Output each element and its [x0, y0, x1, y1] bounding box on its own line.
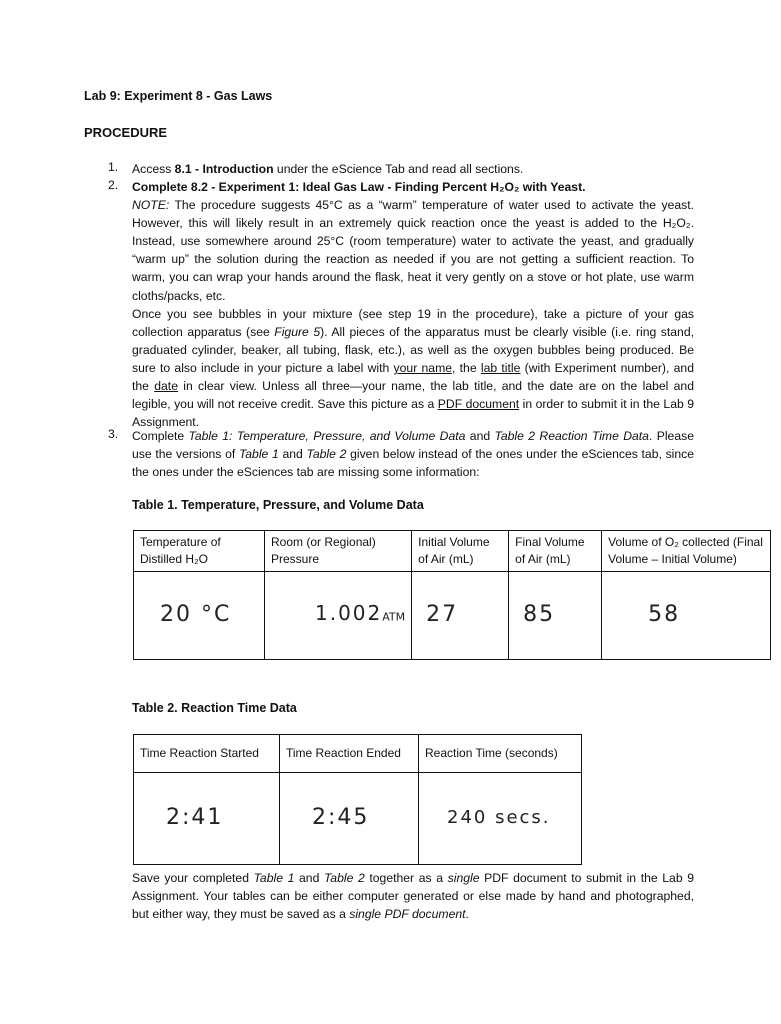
t1-value-initial-volume: 27 [426, 601, 459, 627]
s3-a: Complete [132, 429, 189, 443]
closing-a: Save your completed [132, 871, 254, 885]
s3-d: and [278, 447, 307, 462]
t2-cell-ended [280, 773, 419, 865]
t1-header-temperature: Temperature of Distilled H₂O [134, 531, 265, 572]
t1-cell-pressure [265, 572, 412, 660]
closing-table1: Table 1 [253, 871, 295, 885]
step-2-note [132, 196, 694, 305]
closing-d: PDF document to submit in the Lab 9 Assignment. Your tables can be either computer generated or else made by hand and photographed, but either way, they must be saved as a [132, 871, 695, 922]
table-1-data-row [134, 572, 771, 660]
table-2-header-row [134, 735, 582, 773]
table-2 [133, 734, 582, 865]
note-text: The procedure suggests 45°C as a “warm” temperature of water used to activate the yeast. However, this will likely result in an extremely quick reaction once the yeast is added to the H₂O₂. Instead, use somewhere around 25°C (room temperature) water to activate the yeast, and gradually “warm up” the solution during the reaction as needed if you are not getting a sufficient reaction. To warm, you can wrap your hands around the flask, heat it very gently on a stove or hot plate, use warm cloths/packs, etc. [132, 198, 694, 303]
photo-f: in order to submit it in the Lab 9 Assignment. [132, 397, 694, 430]
t2-value-ended: 2:45 [312, 804, 370, 830]
photo-a: Once you see bubbles in your mixture (see step 19 in the procedure), take a picture of your gas collection apparatus (see [132, 306, 694, 339]
t1-value-o2-volume: 58 [648, 601, 681, 627]
t1-cell-final-volume [509, 572, 602, 660]
t2-cell-started [134, 773, 280, 865]
table-2-data-row [134, 773, 582, 865]
closing-single: single [447, 871, 480, 885]
underline-date: date [154, 379, 178, 394]
photo-d: (with Experiment number), and the [132, 360, 694, 394]
step-2-text [132, 178, 694, 431]
t1-cell-temperature [134, 572, 265, 660]
underline-your-name: your name [393, 360, 453, 375]
photo-c: , the [452, 360, 481, 375]
closing-c: together as a [364, 871, 448, 885]
t2-header-reaction-time: Reaction Time (seconds) [419, 735, 582, 773]
s3-table2-short: Table 2 [306, 447, 347, 462]
t2-value-started: 2:41 [166, 804, 224, 830]
t1-cell-initial-volume [412, 572, 509, 660]
t2-header-ended: Time Reaction Ended [280, 735, 419, 773]
t1-header-o2-volume: Volume of O₂ collected (Final Volume – Initial Volume) [602, 531, 771, 572]
t1-cell-o2-volume [602, 572, 771, 660]
t2-value-reaction-time: 240 secs. [447, 807, 551, 828]
t2-header-started: Time Reaction Started [134, 735, 280, 773]
t2-cell-reaction-time [419, 773, 582, 865]
s3-table2-ref: Table 2 Reaction Time Data [494, 429, 649, 443]
closing-single-pdf: single PDF document [349, 907, 466, 922]
step-2-heading: Complete 8.2 - Experiment 1: Ideal Gas Law - Finding Percent H₂O₂ with Yeast. [132, 180, 586, 194]
step-3-text [132, 427, 694, 481]
t1-header-initial-volume: Initial Volume of Air (mL) [412, 531, 509, 572]
t1-value-pressure: 1.002 [315, 601, 383, 626]
step-1-bold: 8.1 - Introduction [174, 162, 274, 176]
step-2-photo-instructions [132, 305, 694, 432]
t1-header-pressure: Room (or Regional) Pressure [265, 531, 412, 572]
step-1-number: 1. [108, 160, 119, 174]
s3-b: and [465, 429, 495, 443]
underline-lab-title: lab title [480, 360, 521, 375]
photo-b: ). All pieces of the apparatus must be clearly visible (i.e. ring stand, graduated cylinder, beaker, all tubing, flask, etc.), as well as the oxygen bubbles being produced. Be sure to also include in your picture a label with [132, 324, 694, 375]
step-1-pre: Access [132, 162, 175, 176]
s3-table1-ref: Table 1: Temperature, Pressure, and Volume Data [188, 429, 466, 443]
table-1-header-row [134, 531, 771, 572]
s3-c: . Please use the versions of [132, 429, 694, 462]
closing-e: . [465, 907, 469, 922]
note-label: NOTE: [132, 198, 170, 213]
procedure-heading: PROCEDURE [84, 125, 168, 140]
figure-ref: Figure 5 [274, 324, 321, 339]
t1-value-pressure-unit: ATM [382, 610, 406, 624]
closing-table2: Table 2 [323, 871, 365, 885]
step-1-post: under the eScience Tab and read all sections. [273, 162, 524, 176]
s3-e: given below instead of the ones under the eSciences tab, since the ones under the eSciences tab are missing some information: [132, 447, 695, 480]
s3-table1-short: Table 1 [238, 447, 279, 462]
step-1-text [132, 160, 694, 178]
t1-value-final-volume: 85 [523, 601, 556, 627]
page-title: Lab 9: Experiment 8 - Gas Laws [84, 89, 273, 103]
table-1 [133, 530, 771, 660]
t1-header-final-volume: Final Volume of Air (mL) [509, 531, 602, 572]
underline-pdf-document: PDF document [437, 397, 520, 412]
closing-b: and [294, 871, 324, 885]
t1-value-temperature: 20 °C [160, 601, 232, 627]
photo-e: in clear view. Unless all three—your name, the lab title, and the date are on the label and legible, you will not receive credit. Save this picture as a [132, 379, 694, 412]
table-1-caption: Table 1. Temperature, Pressure, and Volume Data [132, 498, 424, 512]
step-3-number: 3. [108, 427, 119, 441]
step-2-number: 2. [108, 178, 119, 192]
closing-paragraph [132, 869, 694, 923]
table-2-caption: Table 2. Reaction Time Data [132, 701, 297, 715]
